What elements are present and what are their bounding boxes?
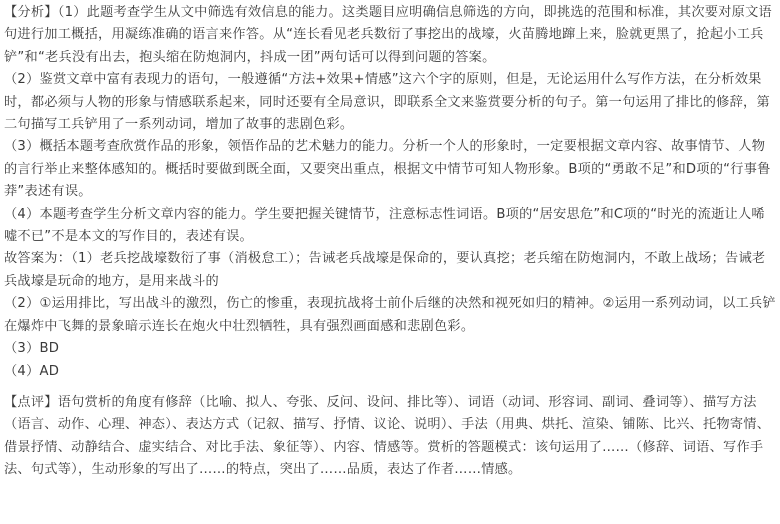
analysis-paragraph-3: （3）概括本题考查欣赏作品的形象，领悟作品的艺术魅力的能力。分析一个人的形象时，一定要根据文章内容、故事情节、人物的言行举止来整体感知的。概括时要做到既全面，又要突出重点，根据文中情节可知人物形象。B项的“勇敢不足”和D项的“行事鲁莽”表述有误。 bbox=[4, 139, 771, 200]
analysis-text-1: （1）此题考查学生从文中筛选有效信息的能力。这类题目应明确信息筛选的方向，即挑选的范围和标准，其次要对原文语句进行加工概括，用凝练准确的语言来作答。从“连长看见老兵数衍了事挖出的战壕，火苗腾地蹿上来，脸就更黑了，抢起小工兵铲”和“老兵没有出去，抱头缩在防炮洞内，抖成一团”两句话可以得到问题的答案。 bbox=[4, 5, 772, 65]
answer-4: （4）AD bbox=[4, 363, 60, 379]
answer-3: （3）BD bbox=[4, 341, 60, 357]
comment-paragraph bbox=[4, 392, 776, 482]
answer-1: 故答案为：（1）老兵挖战壕数衍了事（消极怠工）；告诫老兵战壕是保命的，要认真挖；老兵缩在防炮洞内，不敢上战场；告诫老兵战壕是玩命的地方，是用来战斗的 bbox=[4, 251, 766, 289]
answer-2: （2）①运用排比，写出战斗的激烈，伤亡的惨重，表现抗战将士前仆后继的决然和视死如归的精神。②运用一系列动词，以工兵铲在爆炸中飞舞的景象暗示连长在炮火中壮烈牺牲，具有强烈画面感和悲剧色彩。 bbox=[4, 296, 776, 334]
analysis-tag: 【分析】 bbox=[4, 5, 58, 20]
analysis-paragraph-1 bbox=[4, 2, 776, 69]
analysis-paragraph-4: （4）本题考查学生分析文章内容的能力。学生要把握关键情节，注意标志性词语。B项的“居安思危”和C项的“时光的流逝让人唏嘘不已”不是本文的写作目的，表述有误。 bbox=[4, 206, 765, 245]
comment-text: 语句赏析的角度有修辞（比喻、拟人、夸张、反问、设问、排比等）、词语（动词、形容词、副词、叠词等）、描写方法（语言、动作、心理、神态）、表达方式（记叙、描写、抒情、议论、说明）、手法（用典、烘托、渲染、铺陈、比兴、托物寄情、借景抒情、动静结合、虚实结合、对比手法、象征等）、内容、情感等。赏析的答题模式：该句运用了……（修辞、词语、写作手法、句式等），生动形象的写出了……的特点，突出了……品质，表达了作者……情感。 bbox=[4, 394, 771, 478]
comment-section bbox=[4, 392, 776, 482]
analysis-paragraph-2: （2）鉴赏文章中富有表现力的语句，一般遵循“方法+效果+情感”这六个字的原则，但是，无论运用什么写作方法，在分析效果时，都必须与人物的形象与情感联系起来，同时还要有全局意识，即联系全文来鉴赏要分析的句子。第一句运用了排比的修辞，第二句描写工兵铲用了一系列动词，增加了故事的悲剧色彩。 bbox=[4, 72, 770, 133]
answer-section bbox=[4, 248, 776, 382]
section-gap bbox=[4, 383, 776, 392]
comment-tag: 【点评】 bbox=[4, 394, 58, 410]
analysis-section bbox=[4, 2, 776, 248]
